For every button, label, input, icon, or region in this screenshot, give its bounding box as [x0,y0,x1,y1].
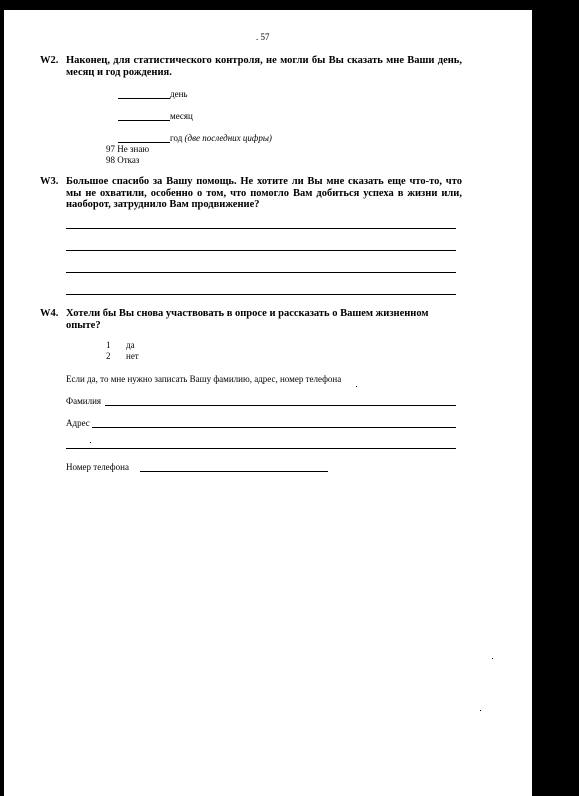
w4-instruction: Если да, то мне нужно записать Вашу фамилию, адрес, номер телефона [66,374,342,384]
day-label: день [170,89,188,99]
scan-speck [480,710,481,711]
answer-line[interactable] [66,228,456,229]
w2-month-field [118,111,193,121]
phone-field[interactable] [140,471,328,472]
option-label: нет [126,351,139,361]
answer-line[interactable] [66,272,456,273]
option-label: да [126,340,135,350]
option-code: 2 [106,351,111,361]
question-w4-text: Хотели бы Вы снова участвовать в опросе и рассказать о Вашем жизненном опыте? [66,308,429,331]
surname-label: Фамилия [66,396,102,406]
phone-label: Номер телефона [66,462,129,472]
year-label: год [170,133,183,143]
month-label: месяц [170,111,193,121]
w2-year-field [118,133,272,143]
address-field-line-2[interactable] [66,448,456,449]
page-number: . 57 [256,32,270,42]
scan-speck [356,386,357,387]
scan-speck [90,442,91,443]
w4-option-yes[interactable] [106,340,135,350]
address-label: Адрес [66,418,90,428]
scan-speck [492,658,493,659]
question-w4-id: W4. [40,308,59,319]
question-w2-text: Наконец, для статистического контроля, не могли бы Вы сказать мне Ваши день, месяц и год рождения. [66,55,462,78]
answer-line[interactable] [66,250,456,251]
w2-option-refuse[interactable]: 98 Отказ [106,155,140,165]
w2-day-field [118,89,188,99]
w2-option-dont-know[interactable]: 97 Не знаю [106,144,150,154]
month-blank[interactable] [118,111,170,121]
surname-field[interactable] [105,405,456,406]
address-field[interactable] [92,427,456,428]
day-blank[interactable] [118,89,170,99]
w4-option-no[interactable] [106,351,139,361]
answer-line[interactable] [66,294,456,295]
question-w3-text: Большое спасибо за Вашу помощь. Не хотите ли Вы мне сказать еще что-то, что мы не охватили, особенно о том, что помогло Вам добиться успеха в жизни или, наоборот, затруднило Вам продвижение? [66,176,462,210]
question-w2-id: W2. [40,55,59,66]
year-blank[interactable] [118,133,170,143]
question-w3-id: W3. [40,176,59,187]
document-page [4,10,532,796]
option-code: 1 [106,340,111,350]
year-note: (две последних цифры) [184,133,272,143]
